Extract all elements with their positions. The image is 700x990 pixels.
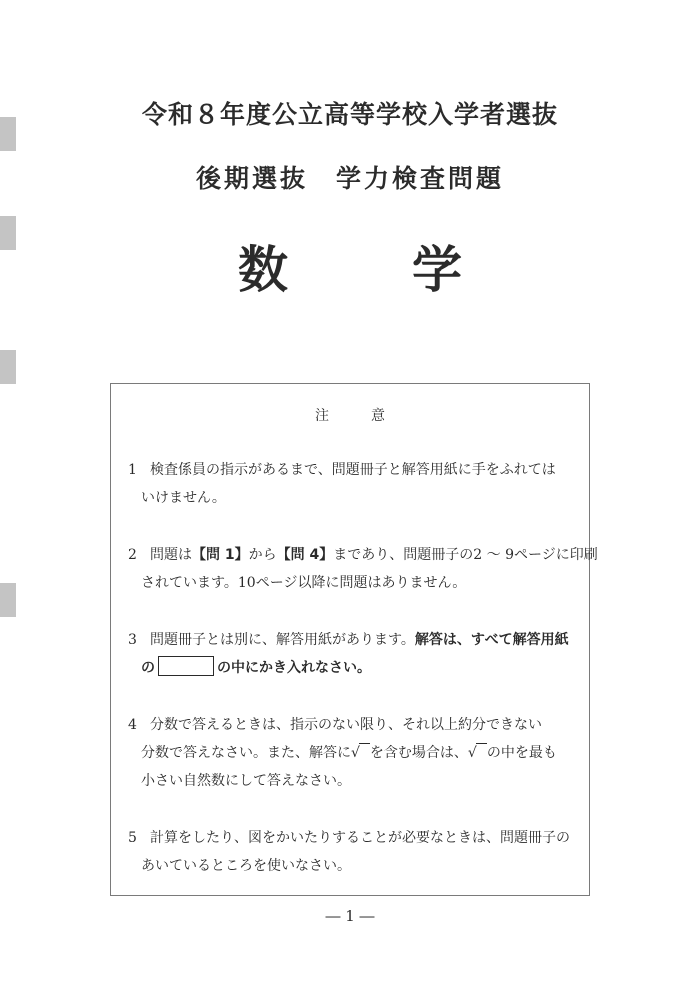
notice-item-5 [128,824,578,880]
range-tilde: ～ [482,547,506,563]
page-after: 10 [237,575,256,591]
item-number: 2 [128,547,137,563]
registration-mark [0,350,16,384]
notice-heading [111,406,589,426]
item-text: 分数で答えなさい。また、解答に [141,745,351,761]
answer-box-icon [158,656,214,676]
subject-char: 学 [412,241,462,299]
item-text: 問題は [150,547,192,563]
item-number: 3 [128,632,137,648]
item-text-bold: の [141,660,155,676]
square-root-icon: √ [468,739,487,767]
question-ref-first: 【問 1】 [192,547,249,563]
subject-title [0,240,700,300]
notice-item-1 [128,456,578,512]
item-number: 4 [128,717,137,733]
exam-subtitle: 後期選抜 学力検査問題 [195,164,504,193]
item-text: されています。 [141,575,238,591]
item-text-bold: 解答は、すべて解答用紙 [414,632,569,648]
square-root-icon: √ [351,739,370,767]
notice-heading-char: 意 [371,408,385,424]
notice-item-2 [128,541,598,597]
page-number: ― 1 ― [325,907,375,925]
item-text: まであり、問題冊子の [333,547,474,563]
registration-mark [0,583,16,617]
item-text: 問題冊子とは別に、解答用紙があります。 [150,632,415,648]
item-text: あいているところを使いなさい。 [141,858,351,874]
notice-box [110,383,598,896]
notice-item-3 [128,626,578,682]
question-ref-last: 【問 4】 [276,547,334,563]
item-text: 計算をしたり、図をかいたりすることが必要なときは、問題冊子の [150,830,570,846]
notice-item-4 [128,711,578,795]
page-from: 2 [473,547,483,563]
notice-heading-char: 注 [315,408,329,424]
item-text: 検査係員の指示があるまで、問題冊子と解答用紙に手をふれては [150,462,556,478]
item-number: 1 [128,462,137,478]
item-text-bold: の中にかき入れなさい。 [217,660,371,676]
item-text: ページに印刷 [514,547,598,563]
item-number: 5 [128,830,137,846]
item-text: いけません。 [141,490,226,506]
item-text: の中を最も [486,745,557,761]
item-text: 小さい自然数にして答えなさい。 [141,773,351,789]
item-text: 分数で答えるときは、指示のない限り、それ以上約分できない [150,717,542,733]
item-text: ページ以降に問題はありません。 [255,575,467,591]
subject-char: 数 [238,241,288,299]
item-text: を含む場合は、 [369,745,468,761]
page-to: 9 [505,547,514,563]
exam-title: 令和８年度公立高等学校入学者選抜 [141,100,558,129]
item-text: から [248,547,277,563]
